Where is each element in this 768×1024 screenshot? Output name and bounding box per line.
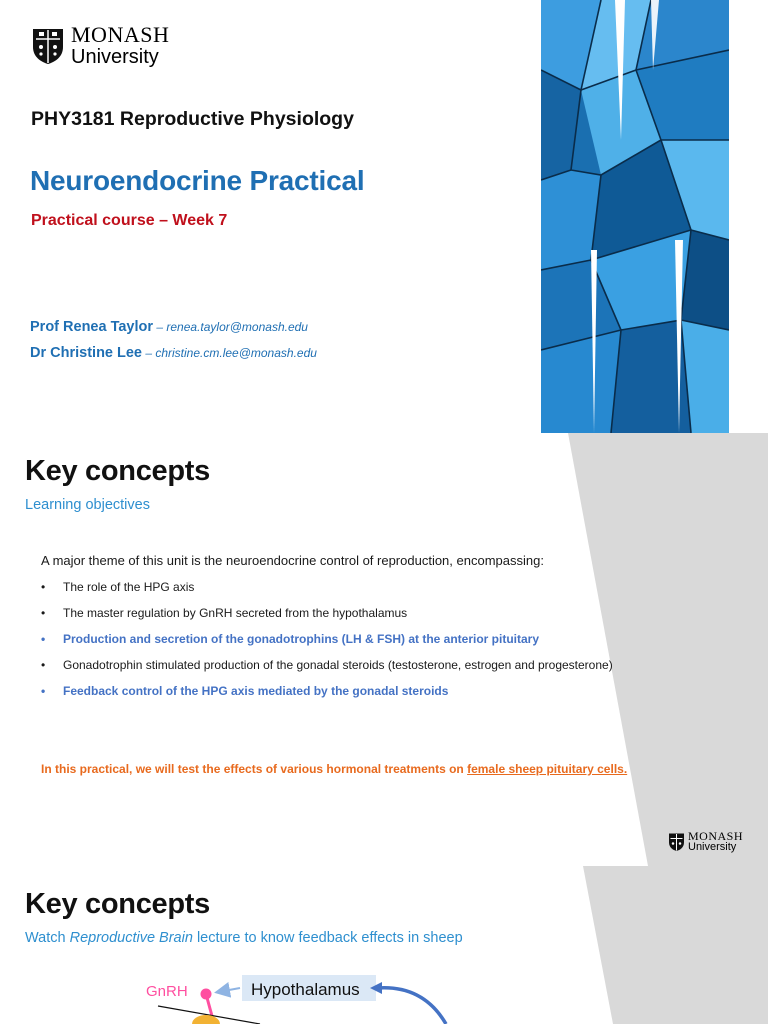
- monash-logo-small: [668, 830, 743, 853]
- list-item-text: Feedback control of the HPG axis mediated by the gonadal steroids: [63, 684, 449, 698]
- bullet-icon: •: [41, 684, 46, 698]
- list-item: [41, 684, 613, 710]
- bullet-icon: •: [41, 658, 46, 672]
- presentation-subtitle: Practical course – Week 7: [31, 212, 228, 229]
- presenter-email: christine.cm.lee@monash.edu: [155, 346, 317, 360]
- title-slide: [0, 0, 768, 433]
- objectives-list: [41, 580, 613, 710]
- monash-crest-icon: [31, 27, 65, 65]
- list-item-text: Production and secretion of the gonadotrophins (LH & FSH) at the anterior pituitary: [63, 632, 540, 646]
- slide-subheading: [25, 930, 463, 946]
- list-item-text: Gonadotrophin stimulated production of the gonadal steroids (testosterone, estrogen and progesterone): [63, 658, 613, 672]
- subheading-prefix: Watch: [25, 930, 70, 946]
- logo-monash: MONASH: [71, 22, 170, 47]
- gnrh-arrow: [218, 988, 240, 992]
- monash-crest-icon: [668, 832, 685, 852]
- course-title: PHY3181 Reproductive Physiology: [31, 108, 354, 130]
- logo-university: University: [71, 46, 159, 68]
- monash-logo: [31, 24, 169, 67]
- list-item-text: The master regulation by GnRH secreted from the hypothalamus: [63, 606, 408, 620]
- practical-note: [41, 762, 627, 776]
- feedback-arrow: [378, 988, 446, 1024]
- bullet-icon: •: [41, 632, 46, 646]
- list-item: [41, 580, 613, 606]
- hypothalamus-label: Hypothalamus: [251, 980, 360, 999]
- presenter-name: Prof Renea Taylor: [30, 319, 154, 335]
- subheading-suffix: lecture to know feedback effects in sheep: [192, 930, 463, 946]
- gray-corner-panel: [583, 866, 768, 1024]
- presenter-1: [30, 319, 308, 335]
- note-text: In this practical, we will test the effects of various hormonal treatments on: [41, 762, 468, 776]
- blue-geometric-art: [541, 0, 729, 433]
- feedback-slide: [0, 866, 768, 1024]
- presenter-separator: –: [153, 320, 167, 334]
- gnrh-node-icon: [201, 989, 212, 1000]
- list-item-text: The role of the HPG axis: [63, 580, 195, 594]
- logo-monash: MONASH: [688, 829, 744, 843]
- slide-subheading: Learning objectives: [25, 497, 150, 513]
- slide-heading: Key concepts: [25, 455, 210, 487]
- list-item: [41, 606, 613, 632]
- logo-university: University: [688, 841, 737, 853]
- slide-heading: Key concepts: [25, 888, 210, 920]
- presentation-title: Neuroendocrine Practical: [30, 165, 365, 196]
- hpg-feedback-diagram: [120, 966, 500, 1024]
- bullet-icon: •: [41, 580, 46, 594]
- presenter-name: Dr Christine Lee: [30, 345, 142, 361]
- gnrh-label: GnRH: [146, 983, 188, 1000]
- learning-objectives-slide: [0, 433, 768, 866]
- presenter-separator: –: [142, 346, 156, 360]
- lecture-name: Reproductive Brain: [69, 930, 193, 946]
- presenter-email: renea.taylor@monash.edu: [166, 320, 308, 334]
- presenter-2: [30, 345, 317, 361]
- bullet-icon: •: [41, 606, 46, 620]
- list-item: [41, 632, 613, 658]
- list-item: [41, 658, 613, 684]
- note-underlined-text: female sheep pituitary cells.: [467, 762, 628, 776]
- intro-text: A major theme of this unit is the neuroendocrine control of reproduction, encompassing:: [41, 553, 544, 568]
